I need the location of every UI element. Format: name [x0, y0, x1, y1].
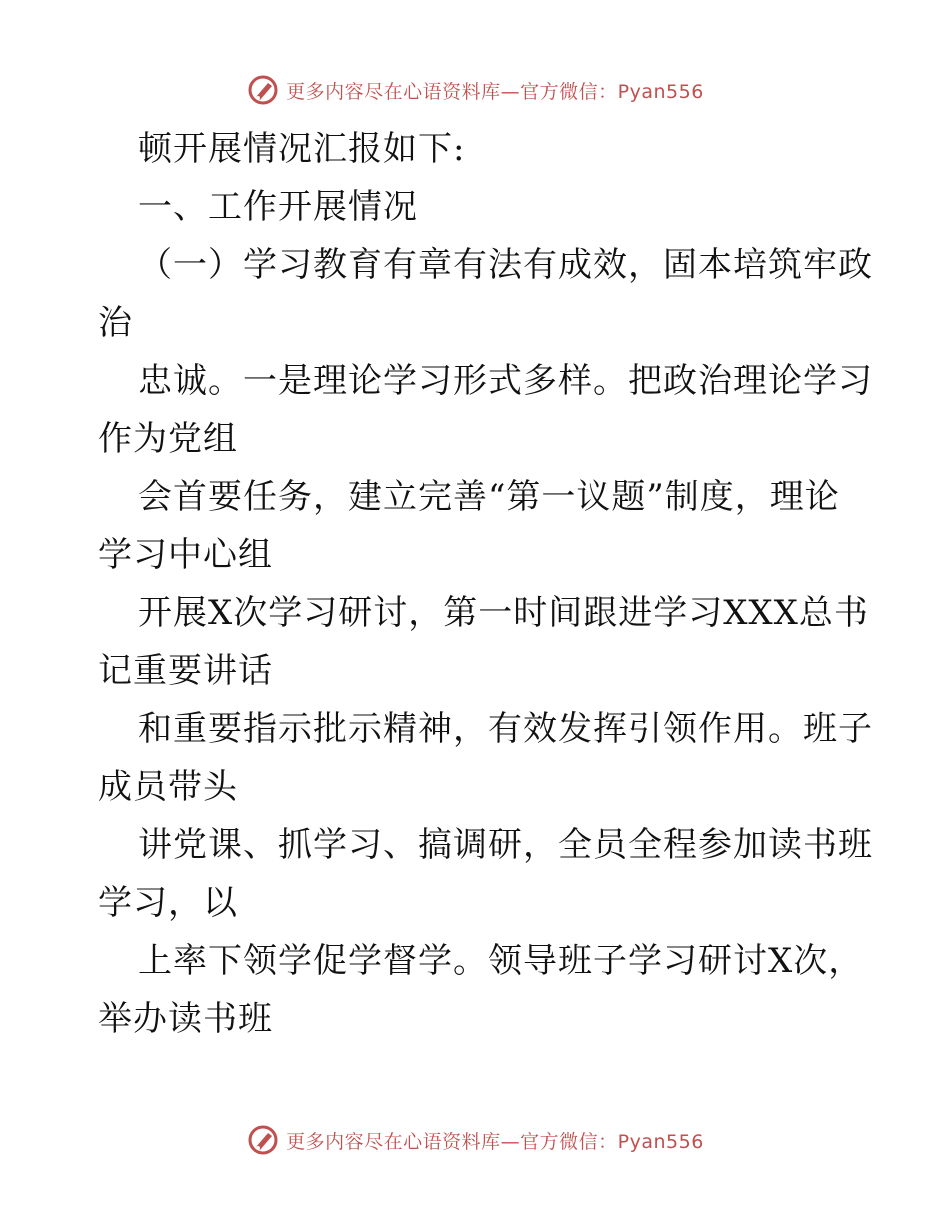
text-line: 开展X次学习研讨，第一时间跟进学习XXX总书	[138, 593, 869, 633]
text-line: 忠诚。一是理论学习形式多样。把政治理论学习	[138, 361, 873, 401]
pen-logo-icon	[246, 1123, 280, 1157]
text-line: 记重要讲话	[98, 651, 273, 691]
text-line: 成员带头	[98, 767, 238, 807]
document-body	[98, 120, 873, 1048]
text-line: 顿开展情况汇报如下:	[138, 129, 466, 169]
text-line: 举办读书班	[98, 999, 273, 1039]
pen-logo-icon	[246, 73, 280, 107]
watermark-text: 更多内容尽在心语资料库—官方微信：Pyan556	[286, 1130, 704, 1153]
watermark-footer	[0, 1120, 950, 1160]
watermark-text: 更多内容尽在心语资料库—官方微信：Pyan556	[286, 80, 704, 103]
text-line: 会首要任务，建立完善“第一议题”制度，理论	[138, 477, 840, 517]
section-heading: 一、工作开展情况	[138, 187, 418, 227]
text-line: 作为党组	[98, 419, 238, 459]
text-line: 治	[98, 303, 133, 343]
text-line: 学习中心组	[98, 535, 273, 575]
text-line: 讲党课、抓学习、搞调研，全员全程参加读书班	[138, 825, 873, 865]
text-line: 和重要指示批示精神，有效发挥引领作用。班子	[138, 709, 873, 749]
text-line: 上率下领学促学督学。领导班子学习研讨X次，	[138, 941, 864, 981]
text-line: 学习，以	[98, 883, 238, 923]
watermark-header	[0, 70, 950, 110]
text-line: （一）学习教育有章有法有成效，固本培筑牢政	[138, 245, 873, 285]
